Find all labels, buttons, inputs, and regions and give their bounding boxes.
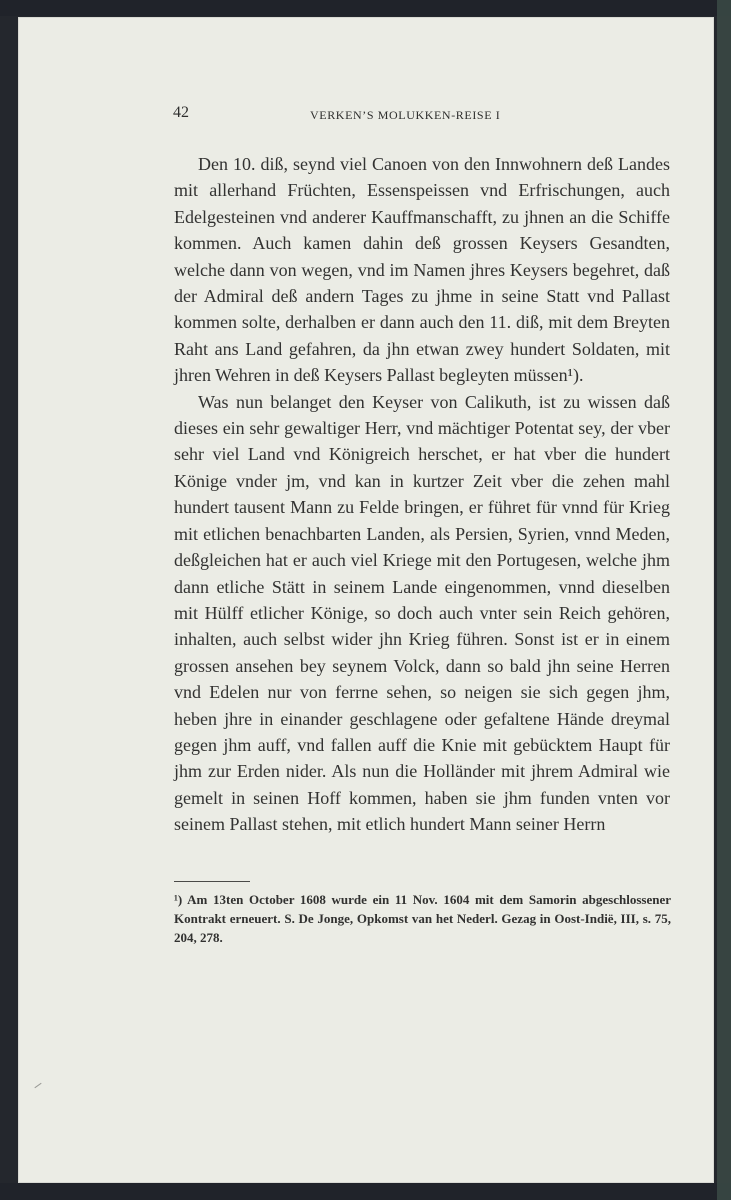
- running-head: VERKEN’S MOLUKKEN-REISE I: [310, 108, 501, 122]
- paragraph-2: Was nun belanget den Keyser von Calikuth, ist zu wissen daß dieses ein sehr gewaltiger Herr, vnd mächtiger Potentat sey, der vber sehr viel Land vnd Königreich herschet, er hat vber die hundert Könige vnder jm, vnd kan in kurtzer Zeit vber die zehen mahl hundert tausent Mann zu Felde bringen, er führet für vnnd für Krieg mit etlichen benachbarten Landen, als Persien, Syrien, vnnd Meden, deßgleichen hat er auch viel Kriege mit den Portugesen, welche jhm dann etliche Stätt in seinem Lande eingenommen, vnnd dieselben mit Hülff etlicher Könige, so doch auch vnter sein Reich gehören, inhalten, auch selbst wider jhn Krieg führen. Sonst ist er in einem grossen ansehen bey seynem Volck, dann so bald jhn seine Herren vnd Edelen nur von ferrne sehen, so neigen sie sich gegen jhm, heben jhre in einander geschlagene oder gefaltene Hände dreymal gegen jhm auff, vnd fallen auff die Knie mit gebücktem Haupt für jhm zur Erden nider. Als nun die Holländer mit jhrem Admiral wie gemelt in seinen Hoff kommen, haben sie jhm funden vnten vor seinem Pallast stehen, mit etlich hundert Mann seiner Herrn: [174, 391, 670, 835]
- footnote-text: ¹) Am 13ten October 1608 wurde ein 11 Nov. 1604 mit dem Samorin abgeschlossener Kontrakt erneuert. S. De Jonge, Opkomst van het Nederl. Gezag in Oost-Indië, III, s. 75, 204, 278.: [174, 892, 671, 945]
- page-number: 42: [173, 104, 189, 121]
- bottom-scan-edge: [0, 1183, 731, 1200]
- page-header: [173, 104, 542, 128]
- paragraph-1: Den 10. diß, seynd viel Canoen von den Innwohnern deß Landes mit allerhand Früchten, Essenspeissen vnd Erfrischungen, auch Edelgesteinen vnd anderer Kauffmanschafft, zu jhnen an die Schiffe kommen. Auch kamen dahin deß grossen Keysers Gesandten, welche dann von wegen, vnd im Namen jhres Keysers begehret, daß der Admiral deß andern Tages zu jhme in seine Statt vnd Pallast kommen solte, derhalben er dann auch den 11. diß, mit dem Breyten Raht ans Land gefahren, da jhn etwan zwey hundert Soldaten, mit jhren Wehren in deß Keysers Pallast begleyten müssen¹).: [174, 154, 670, 386]
- top-scan-edge: [0, 0, 731, 16]
- right-scan-edge: [717, 0, 731, 1200]
- footnote-divider: [174, 881, 250, 882]
- main-text-block: [174, 151, 670, 838]
